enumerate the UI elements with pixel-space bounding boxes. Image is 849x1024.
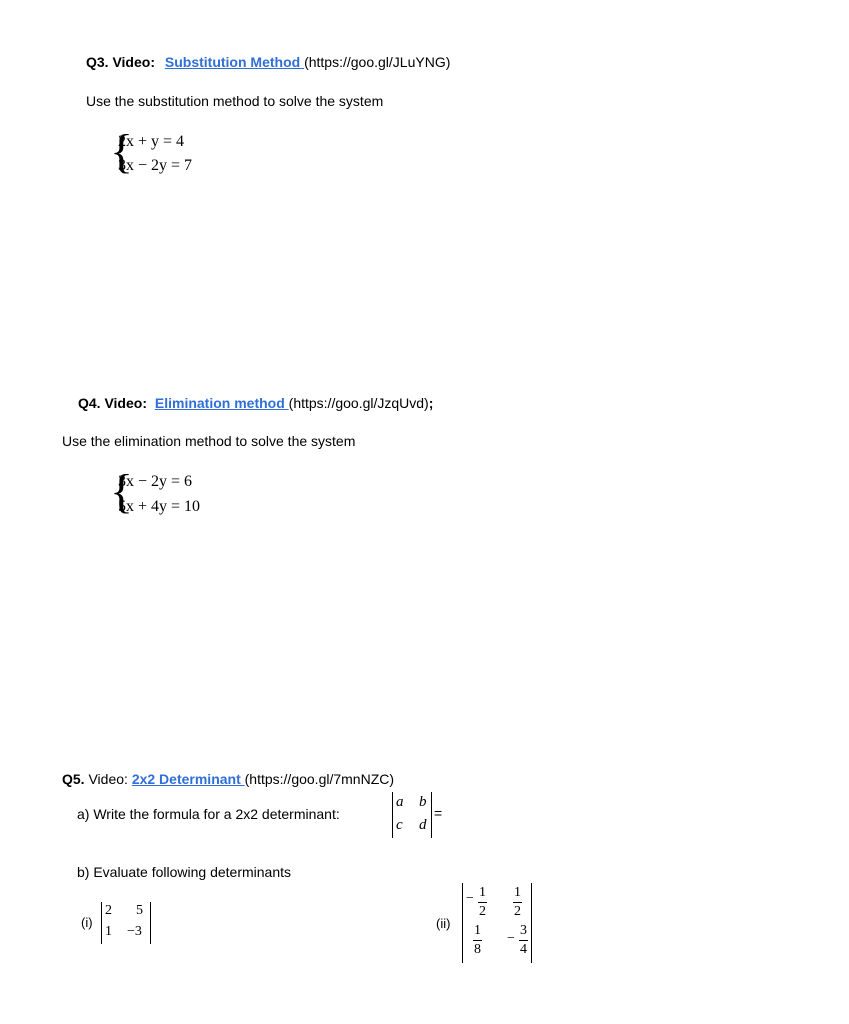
det-ii-label: (ii) — [436, 916, 451, 931]
det-ii-b-den: 2 — [514, 904, 521, 919]
formula-d: d — [419, 817, 427, 833]
det-i-d: −3 — [127, 924, 142, 939]
det-ii-d-den: 4 — [520, 942, 527, 957]
det-ii-d-num: 3 — [520, 923, 527, 938]
q4-label: Q4. Video: — [78, 395, 147, 411]
q4-equation-2: 5x + 4y = 10 — [118, 498, 201, 515]
q3-equation-2: 3x − 2y = 7 — [118, 157, 193, 174]
det-i-label: (i) — [81, 915, 93, 930]
q5-label-rest: Video: — [84, 771, 132, 787]
q5-url: (https://goo.gl/7mnNZC) — [244, 771, 395, 787]
det-ii-c-bar — [473, 940, 482, 941]
det-ii-d-bar — [519, 940, 528, 941]
q4-instruction: Use the elimination method to solve the system — [62, 433, 356, 449]
det-ii-a-sign: − — [466, 891, 474, 906]
q4-heading — [78, 395, 433, 411]
det-ii-a-den: 2 — [479, 904, 486, 919]
det-ii-c-den: 8 — [474, 942, 481, 957]
det-ii-c-num: 1 — [474, 923, 481, 938]
det-ii-c-fraction — [473, 923, 482, 958]
det-ii-b-fraction — [513, 885, 522, 920]
q4-system-brace: { — [110, 465, 134, 518]
q3-instruction: Use the substitution method to solve the system — [86, 93, 384, 109]
q3-equation-1: 2x + y = 4 — [118, 133, 185, 150]
det-ii-a-num: 1 — [479, 885, 486, 900]
q4-url: (https://goo.gl/JzqUvd) — [288, 395, 429, 411]
formula-a: a — [396, 794, 404, 810]
determinant-i — [101, 902, 151, 944]
determinant-ii — [462, 883, 532, 963]
formula-determinant — [392, 792, 432, 838]
q5-part-a: a) Write the formula for a 2x2 determinant: — [77, 806, 340, 822]
det-ii-b-num: 1 — [514, 885, 521, 900]
q5-part-b: b) Evaluate following determinants — [77, 864, 292, 880]
q5-label: Q5. — [62, 771, 85, 787]
det-ii-a-bar — [478, 902, 487, 903]
formula-c: c — [396, 817, 403, 833]
det-ii-b-bar — [513, 902, 522, 903]
q3-system-brace: { — [110, 125, 134, 178]
q3-url: (https://goo.gl/JLuYNG) — [304, 54, 451, 70]
q3-video-link[interactable]: Substitution Method — [164, 54, 305, 70]
formula-b: b — [419, 794, 427, 810]
det-ii-d-fraction — [519, 923, 528, 958]
q3-heading — [86, 54, 450, 70]
det-i-c: 1 — [105, 924, 112, 939]
q4-equation-1: 3x − 2y = 6 — [118, 473, 193, 490]
q5-heading — [62, 771, 394, 787]
q5-video-link[interactable]: 2x2 Determinant — [131, 771, 245, 787]
det-i-b: 5 — [136, 903, 143, 918]
det-i-a: 2 — [105, 903, 112, 918]
q4-video-link[interactable]: Elimination method — [154, 395, 289, 411]
formula-equals: = — [434, 805, 443, 821]
q3-label: Q3. Video: — [86, 54, 155, 70]
det-ii-d-sign: − — [507, 931, 515, 946]
q4-url-suffix: ; — [428, 395, 434, 411]
det-ii-a-fraction — [478, 885, 487, 920]
